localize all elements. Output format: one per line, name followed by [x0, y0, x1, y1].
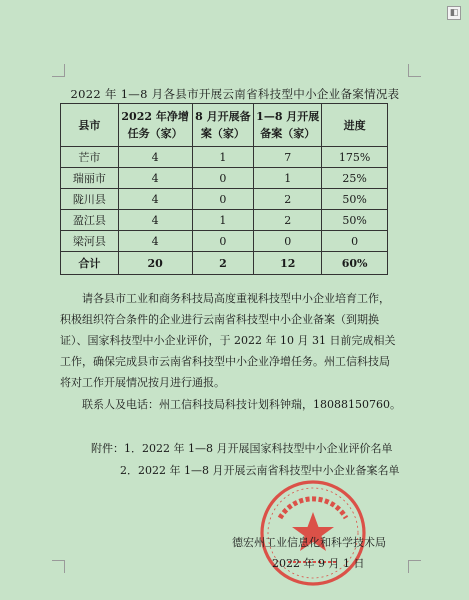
crop-mark-bottom-left — [52, 560, 65, 573]
cell-total-progress: 60% — [322, 252, 388, 275]
table-row — [61, 231, 388, 252]
instruction-paragraph: 请各县市工业和商务科技局高度重视科技型中小企业培育工作，积极组织符合条件的企业进行云南省科技型中小企业备案（到期换证）、国家科技型中小企业评价，于 2022 年 10 月 31 日前完成相关工作，确保完成县市云南省科技型中小企业净增任务。州工信科技局将对工作开展情况按月进行通报。 — [60, 292, 396, 389]
cell-jan-aug: 1 — [254, 168, 322, 189]
cell-august: 1 — [192, 210, 254, 231]
cell-total-label: 合计 — [61, 252, 119, 275]
cell-jan-aug: 7 — [254, 147, 322, 168]
header-net-increase-task: 2022 年净增任务（家） — [118, 104, 192, 147]
cell-county: 瑞丽市 — [61, 168, 119, 189]
contact-line: 联系人及电话：州工信科技局科技计划科钟瑞，18088150760。 — [82, 398, 401, 411]
issuing-organization: 德宏州工业信息化和科学技术局 — [232, 536, 386, 549]
cell-august: 0 — [192, 231, 254, 252]
cell-county: 盈江县 — [61, 210, 119, 231]
cell-total-august: 2 — [192, 252, 254, 275]
cell-total-jan-aug: 12 — [254, 252, 322, 275]
crop-mark-bottom-right — [408, 560, 421, 573]
table-row — [61, 210, 388, 231]
cell-august: 0 — [192, 189, 254, 210]
table-row — [61, 147, 388, 168]
page-corner-icon: ◧ — [447, 6, 461, 20]
cell-progress: 175% — [322, 147, 388, 168]
cell-progress: 50% — [322, 189, 388, 210]
table-row — [61, 189, 388, 210]
cell-august: 1 — [192, 147, 254, 168]
table-title: 2022 年 1—8 月各县市开展云南省科技型中小企业备案情况表 — [70, 87, 400, 101]
crop-mark-top-right — [408, 64, 421, 77]
cell-task: 4 — [118, 147, 192, 168]
cell-progress: 25% — [322, 168, 388, 189]
cell-county: 陇川县 — [61, 189, 119, 210]
cell-progress: 0 — [322, 231, 388, 252]
header-progress: 进度 — [322, 104, 388, 147]
cell-task: 4 — [118, 231, 192, 252]
cell-total-task: 20 — [118, 252, 192, 275]
attachment-item-2: 2．2022 年 1—8 月开展云南省科技型中小企业备案名单 — [120, 464, 400, 477]
cell-jan-aug: 2 — [254, 210, 322, 231]
issue-date: 2022 年 9 月 1 日 — [272, 557, 365, 570]
cell-county: 梁河县 — [61, 231, 119, 252]
attachment-item-1: 附件：1．2022 年 1—8 月开展国家科技型中小企业评价名单 — [91, 442, 393, 455]
header-jan-aug-filings: 1—8 月开展备案（家） — [254, 104, 322, 147]
cell-jan-aug: 2 — [254, 189, 322, 210]
cell-jan-aug: 0 — [254, 231, 322, 252]
cell-task: 4 — [118, 210, 192, 231]
header-county: 县市 — [61, 104, 119, 147]
cell-progress: 50% — [322, 210, 388, 231]
header-august-filings: 8 月开展备案（家） — [192, 104, 254, 147]
table-row — [61, 168, 388, 189]
official-seal-stamp — [258, 478, 368, 588]
cell-task: 4 — [118, 189, 192, 210]
cell-task: 4 — [118, 168, 192, 189]
cell-august: 0 — [192, 168, 254, 189]
table-header-row — [61, 104, 388, 147]
crop-mark-top-left — [52, 64, 65, 77]
filing-status-table — [60, 103, 388, 275]
cell-county: 芒市 — [61, 147, 119, 168]
table-total-row — [61, 252, 388, 275]
